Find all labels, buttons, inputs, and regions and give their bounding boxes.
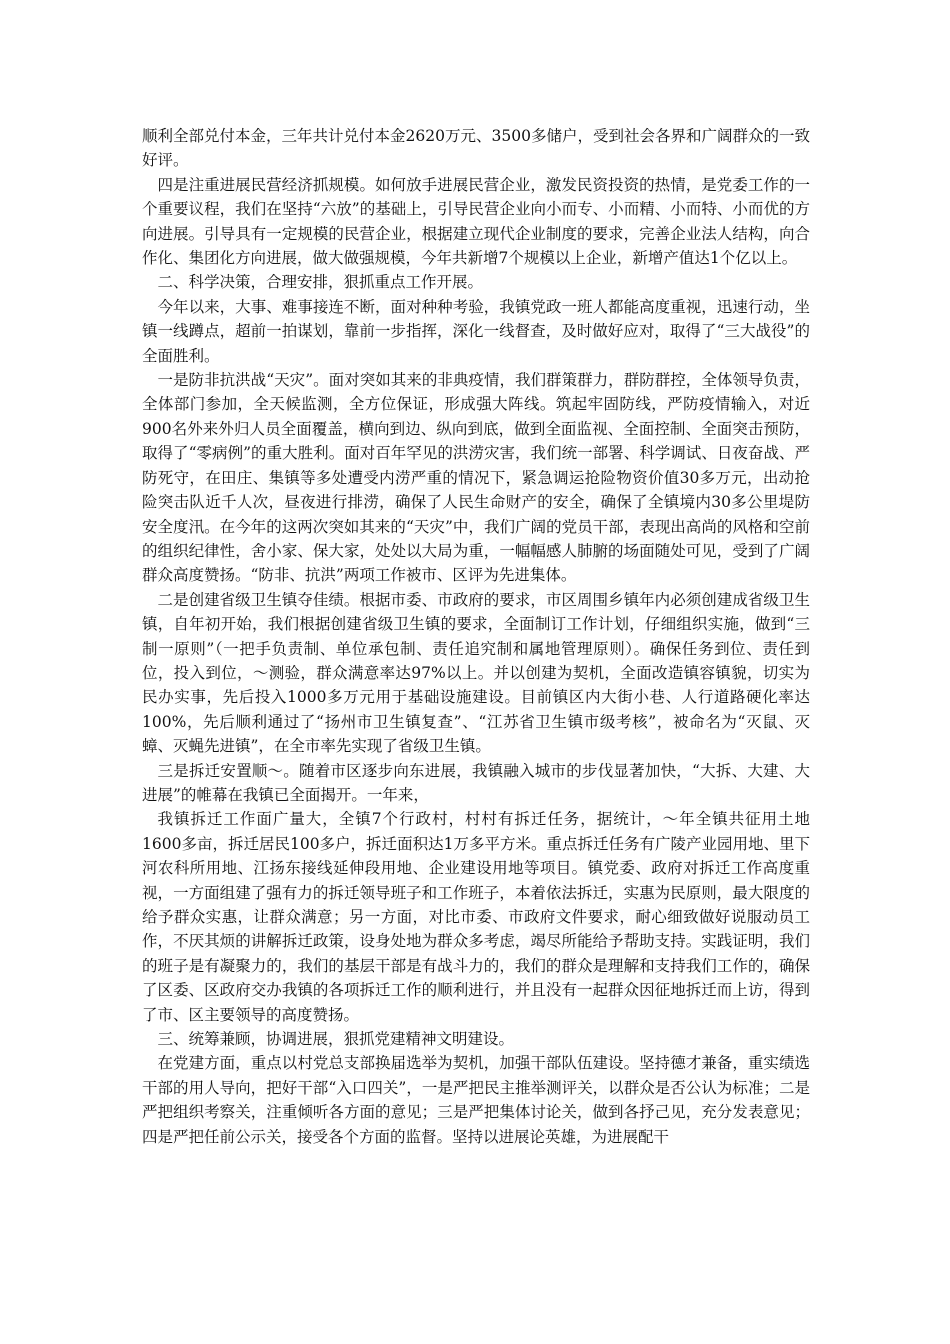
paragraph-4: 今年以来，大事、难事接连不断，面对种种考验，我镇党政一班人都能高度重视，迅速行动，坐镇一线蹲点，超前一拍谋划，靠前一步指挥，深化一线督查，及时做好应对，取得了“三大战役”的全面胜利。: [142, 297, 810, 365]
paragraph-1: 顺利全部兑付本金，三年共计兑付本金2620万元、3500多储户，受到社会各界和广阔群众的一致好评。: [142, 127, 810, 170]
section-heading-2: 二、科学决策，合理安排，狠抓重点工作开展。: [157, 273, 484, 292]
paragraph-8: 我镇拆迁工作面广量大，全镇7个行政村，村村有拆迁任务，据统计，～年全镇共征用土地1600多亩，拆迁居民100多户，拆迁面积达1万多平方米。重点拆迁任务有广陵产业园用地、里下河农科所用地、江扬东接线延伸段用地、企业建设用地等项目。镇党委、政府对拆迁工作高度重视，一方面组建了强有力的拆迁领导班子和工作班子，本着依法拆迁，实惠为民原则，最大限度的给予群众实惠，让群众满意；另一方面，对比市委、市政府文件要求，耐心细致做好说服动员工作，不厌其烦的讲解拆迁政策，设身处地为群众多考虑，竭尽所能给予帮助支持。实践证明，我们的班子是有凝聚力的，我们的基层干部是有战斗力的，我们的群众是理解和支持我们工作的，确保了区委、区政府交办我镇的各项拆迁工作的顺利进行，并且没有一起群众因征地拆迁而上访，得到了市、区主要领导的高度赞扬。: [142, 810, 810, 1024]
paragraph-7: 三是拆迁安置顺～。随着市区逐步向东进展，我镇融入城市的步伐显著加快，“大拆、大建、大进展”的帷幕在我镇已全面揭开。一年来，: [142, 761, 810, 804]
paragraph-2: 四是注重进展民营经济抓规模。如何放手进展民营企业，激发民资投资的热情，是党委工作的一个重要议程，我们在坚持“六放”的基础上，引导民营企业向小而专、小而精、小而特、小而优的方向进展。引导具有一定规模的民营企业，根据建立现代企业制度的要求，完善企业法人结构，向合作化、集团化方向进展，做大做强规模，今年共新增7个规模以上企业，新增产值达1个亿以上。: [142, 175, 810, 268]
paragraph-10: 在党建方面，重点以村党总支部换届选举为契机，加强干部队伍建设。坚持德才兼备，重实绩选干部的用人导向，把好干部“入口四关”，一是严把民主推举测评关，以群众是否公认为标准；二是严把组织考察关，注重倾听各方面的意见；三是严把集体讨论关，做到各抒己见，充分发表意见；四是严把任前公示关，接受各个方面的监督。坚持以进展论英雄，为进展配干: [142, 1054, 810, 1146]
paragraph-6: 二是创建省级卫生镇夺佳绩。根据市委、市政府的要求，市区周围乡镇年内必须创建成省级卫生镇，自年初开始，我们根据创建省级卫生镇的要求，全面制订工作计划，仔细组织实施，做到“三制一原则”（一把手负责制、单位承包制、责任追究制和属地管理原则）。确保任务到位、责任到位，投入到位，～测验，群众满意率达97%以上。并以创建为契机，全面改造镇容镇貌，切实为民办实事，先后投入1000多万元用于基础设施建设。目前镇区内大街小巷、人行道路硬化率达100%，先后顺利通过了“扬州市卫生镇复查”、“江苏省卫生镇市级考核”，被命名为“灭鼠、灭蟑、灭蝇先进镇”，在全市率先实现了省级卫生镇。: [142, 590, 810, 756]
document-page: [142, 124, 810, 1149]
paragraph-5: 一是防非抗洪战“天灾”。面对突如其来的非典疫情，我们群策群力，群防群控，全体领导负责，全体部门参加，全天候监测，全方位保证，形成强大阵线。筑起牢固防线，严防疫情输入，对近900名外来外归人员全面覆盖，横向到边、纵向到底，做到全面监视、全面控制、全面突击预防，取得了“零病例”的重大胜利。面对百年罕见的洪涝灾害，我们统一部署、科学调试、日夜奋战、严防死守，在田庄、集镇等多处遭受内涝严重的情况下，紧急调运抢险物资价值30多万元，出动抢险突击队近千人次，昼夜进行排涝，确保了人民生命财产的安全，确保了全镇境内30多公里堤防安全度汛。在今年的这两次突如其来的“天灾”中，我们广阔的党员干部，表现出高尚的风格和空前的组织纪律性，舍小家、保大家，处处以大局为重，一幅幅感人肺腑的场面随处可见，受到了广阔群众高度赞扬。“防非、抗洪”两项工作被市、区评为先进集体。: [142, 371, 810, 585]
section-heading-3: 三、统筹兼顾，协调进展，狠抓党建精神文明建设。: [157, 1030, 515, 1049]
